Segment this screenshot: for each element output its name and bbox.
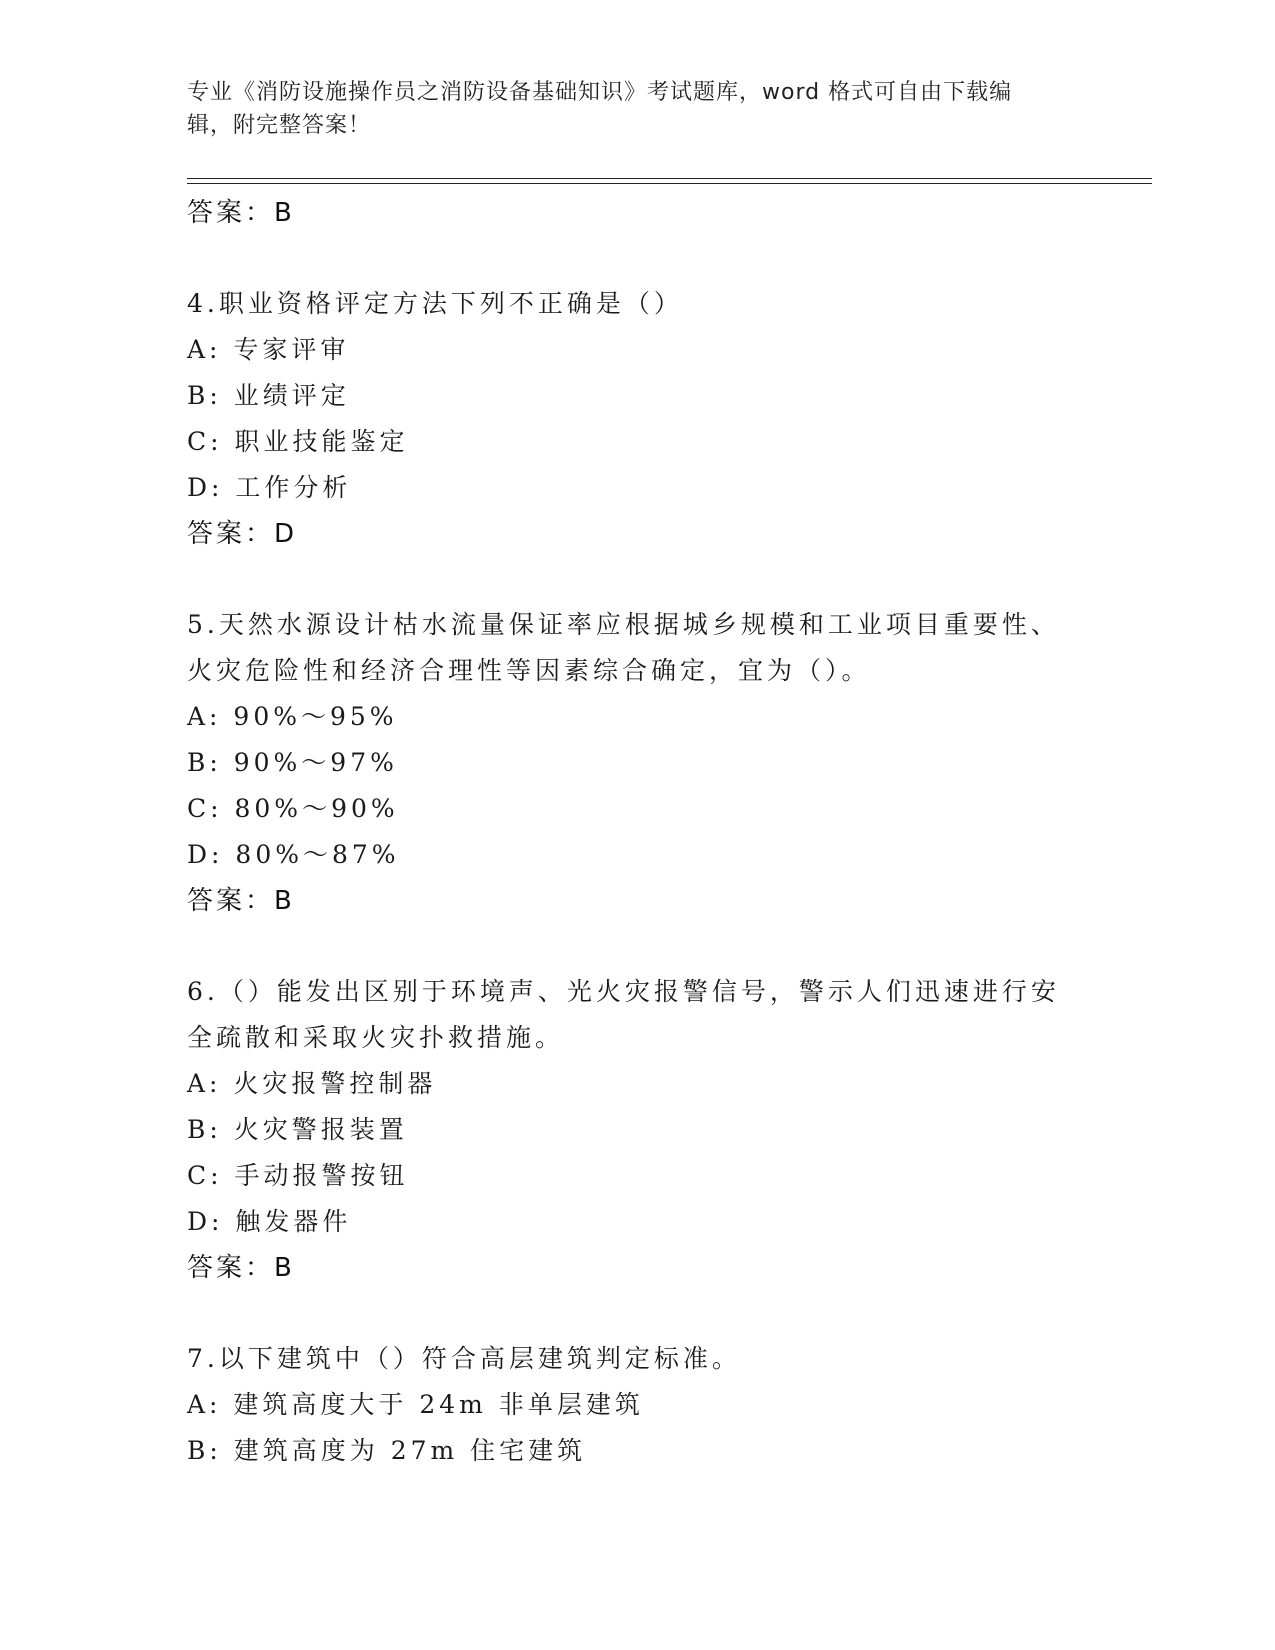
option-a: A: 90%～95% xyxy=(187,702,398,731)
spacer xyxy=(187,557,1087,602)
answer-line: 答案：B xyxy=(187,198,295,228)
header-line-1: 专业《消防设施操作员之消防设备基础知识》考试题库，word 格式可自由下载编 xyxy=(187,80,1013,105)
header-rule-bottom xyxy=(187,183,1152,184)
option-d: D: 触发器件 xyxy=(187,1207,352,1236)
option-a: A: 火灾报警控制器 xyxy=(187,1069,437,1098)
option-b: B: 火灾警报装置 xyxy=(187,1115,408,1144)
spacer xyxy=(187,924,1087,969)
option-d: D: 工作分析 xyxy=(187,473,352,502)
header-rule-top xyxy=(187,178,1152,179)
question-stem-line: 全疏散和采取火灾扑救措施。 xyxy=(187,1023,565,1052)
question-block-7 xyxy=(187,1336,1087,1474)
answer-line: 答案：B xyxy=(187,886,295,916)
question-stem-line: 6.（）能发出区别于环境声、光火灾报警信号，警示人们迅速进行安 xyxy=(187,977,1060,1006)
question-stem-line: 5.天然水源设计枯水流量保证率应根据城乡规模和工业项目重要性、 xyxy=(187,610,1060,639)
question-stem-line: 4.职业资格评定方法下列不正确是（） xyxy=(187,289,683,318)
option-c: C: 职业技能鉴定 xyxy=(187,427,409,456)
option-c: C: 手动报警按钮 xyxy=(187,1161,409,1190)
option-b: B: 90%～97% xyxy=(187,748,398,777)
option-a: A: 专家评审 xyxy=(187,335,350,364)
document-header xyxy=(187,76,1077,142)
option-c: C: 80%～90% xyxy=(187,794,399,823)
option-a: A: 建筑高度大于 24m 非单层建筑 xyxy=(187,1390,644,1419)
spacer xyxy=(187,1291,1087,1336)
option-b: B: 建筑高度为 27m 住宅建筑 xyxy=(187,1436,587,1465)
option-d: D: 80%～87% xyxy=(187,840,400,869)
header-line-2: 辑，附完整答案！ xyxy=(187,113,372,138)
question-block-5 xyxy=(187,602,1087,924)
document-body xyxy=(187,190,1087,1474)
question-stem-line: 7.以下建筑中（）符合高层建筑判定标准。 xyxy=(187,1344,741,1373)
spacer xyxy=(187,236,1087,281)
answer-line: 答案：D xyxy=(187,519,298,549)
question-stem-line: 火灾危险性和经济合理性等因素综合确定，宜为（）。 xyxy=(187,656,871,685)
question-block-6 xyxy=(187,969,1087,1291)
option-b: B: 业绩评定 xyxy=(187,381,350,410)
question-block-4 xyxy=(187,281,1087,557)
answer-line: 答案：B xyxy=(187,1253,295,1283)
